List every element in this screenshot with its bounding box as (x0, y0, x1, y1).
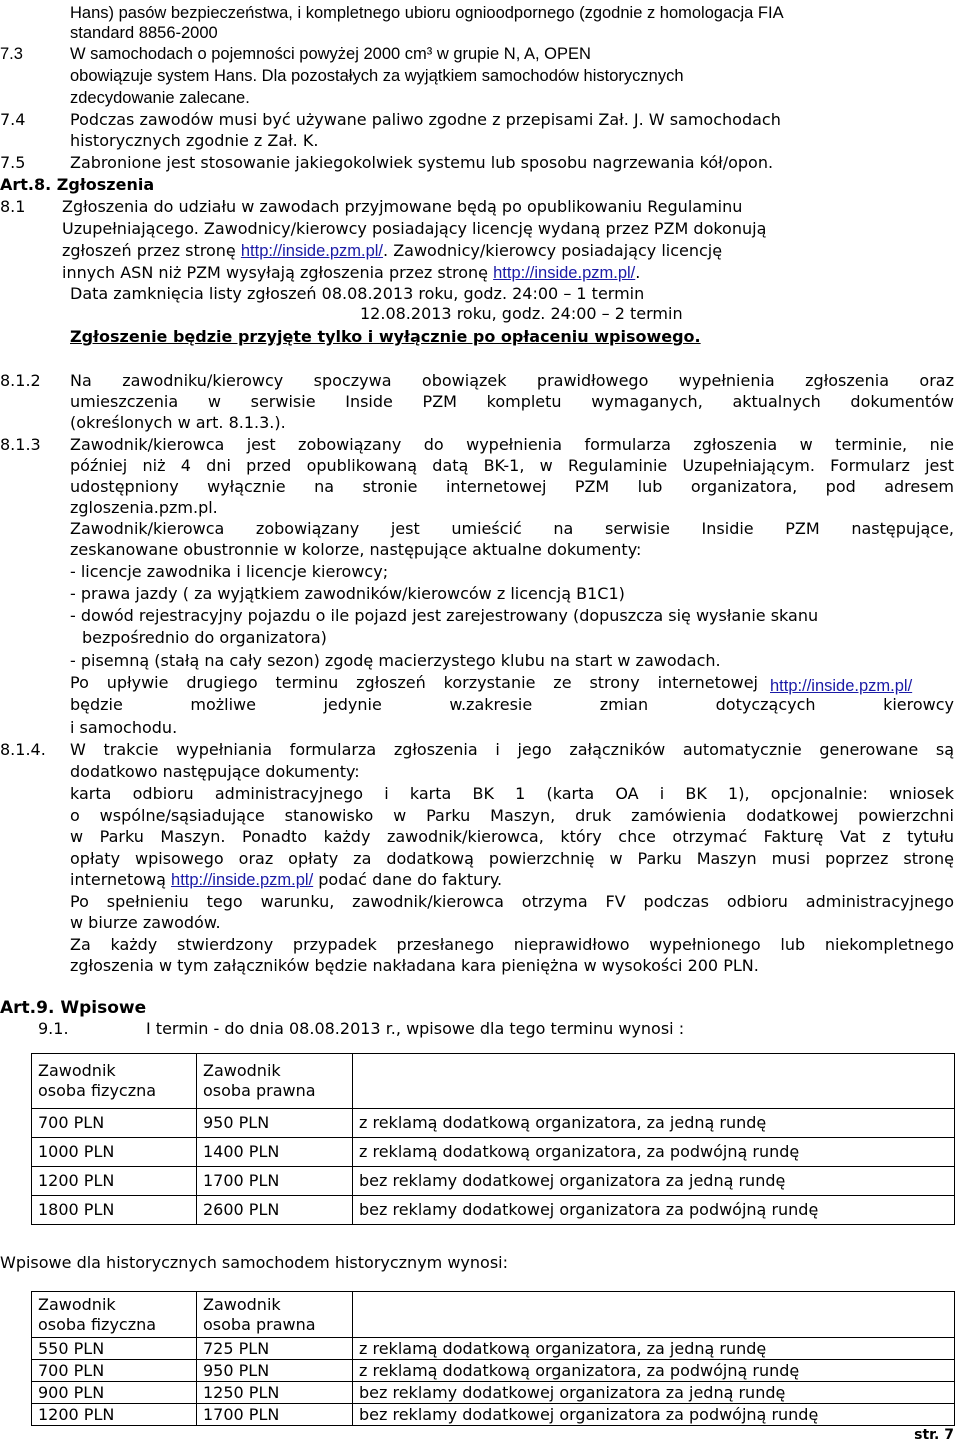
text-line: Podczas zawodów musi być używane paliwo zgodne z przepisami Zał. J. W samochodach (70, 110, 781, 129)
text-fragment: innych ASN niż PZM wysyłają zgłoszenia przez stronę (62, 263, 494, 282)
table-cell: bez reklamy dodatkowej organizatora za jedną rundę (353, 1167, 955, 1196)
section-heading: Art.9. Wpisowe (0, 998, 147, 1018)
table-cell: z reklamą dodatkową organizatora, za jedną rundę (353, 1109, 955, 1138)
text-fragment: . (635, 263, 641, 282)
header-label: Zawodnik (38, 1294, 116, 1314)
list-item: - pisemną (stałą na cały sezon) zgodę macierzystego klubu na start w zawodach. (70, 651, 721, 670)
header-label: Zawodnik (203, 1061, 281, 1080)
header-label: osoba prawna (203, 1081, 316, 1100)
text-line: później niż 4 dni przed opublikowaną datą BK-1, w Regulaminie Uzupełniającym. Formularz jest (70, 456, 954, 475)
list-item: - dowód rejestracyjny pojazdu o ile pojazd jest zarejestrowany (dopuszcza się wysłanie skanu (70, 606, 819, 625)
table-cell: bez reklamy dodatkowej organizatora za jedną rundę (353, 1382, 955, 1404)
fee-table-historic (31, 1291, 955, 1426)
text-line: (określonych w art. 8.1.3.). (70, 413, 286, 432)
table-cell: 2600 PLN (197, 1196, 353, 1225)
text-line: umieszczenia w serwisie Inside PZM kompletu wymaganych, aktualnych dokumentów (70, 392, 954, 411)
header-cell-company (197, 1292, 353, 1338)
text-line: w Parku Maszyn. Ponadto każdy zawodnik/kierowca, który chce otrzymać Fakturę Vat z tytułu (70, 827, 954, 846)
text-line (62, 219, 766, 239)
header-label: Zawodnik (38, 1061, 116, 1080)
list-item: - prawa jazdy ( za wyjątkiem zawodników/kierowców z licencją B1C1) (70, 584, 625, 603)
text-fragment: internetową (70, 870, 172, 889)
page-number: str. 7 (914, 1427, 954, 1443)
clause-number: 7.4 (0, 110, 26, 129)
text-line: zgloszenia.pzm.pl. (70, 498, 218, 517)
inside-pzm-link[interactable]: http://inside.pzm.pl/ (171, 871, 314, 889)
table-cell: 1000 PLN (32, 1138, 197, 1167)
section-heading: Art.8. Zgłoszenia (0, 175, 155, 194)
header-cell-person (32, 1054, 197, 1109)
text-line: bezpośrednio do organizatora) (82, 628, 327, 647)
table-row (32, 1338, 955, 1360)
clause-number: 8.1 (0, 197, 26, 216)
text-fragment: podać dane do faktury. (313, 870, 503, 889)
header-cell-company (197, 1054, 353, 1109)
table-cell: 550 PLN (32, 1338, 197, 1360)
header-label: Zawodnik (203, 1294, 281, 1314)
clause-number: 8.1.2 (0, 371, 41, 390)
payment-notice: Zgłoszenie będzie przyjęte tylko i wyłącznie po opłaceniu wpisowego. (70, 327, 701, 346)
table-cell: 1700 PLN (197, 1404, 353, 1426)
header-label: osoba prawna (203, 1314, 316, 1334)
table-cell: z reklamą dodatkową organizatora, za podwójną rundę (353, 1360, 955, 1382)
table-cell: 1800 PLN (32, 1196, 197, 1225)
text-line: W samochodach o pojemności powyżej 2000 cm³ w grupie N, A, OPEN (70, 45, 591, 63)
text-line: i samochodu. (70, 718, 178, 737)
table-cell: 1400 PLN (197, 1138, 353, 1167)
text-fragment: zgłoszeń przez stronę (62, 241, 241, 260)
header-cell-empty (353, 1292, 955, 1338)
table-cell: 700 PLN (32, 1360, 197, 1382)
text-line: w biurze zawodów. (70, 913, 221, 932)
text-line: o wspólne/sąsiadujące stanowisko w Parku Maszyn, druk zamówienia dodatkowej powierzchni (70, 806, 954, 825)
table-cell: 700 PLN (32, 1109, 197, 1138)
text-line: Wpisowe dla historycznych samochodem historycznym wynosi: (0, 1253, 508, 1272)
inside-pzm-link[interactable]: http://inside.pzm.pl/ (240, 242, 384, 260)
table-cell: bez reklamy dodatkowej organizatora za podwójną rundę (353, 1196, 955, 1225)
table-row (32, 1360, 955, 1382)
clause-number: 7.3 (0, 45, 23, 63)
clause-number: 9.1. (38, 1019, 69, 1038)
text-line: karta odbioru administracyjnego i karta BK 1 (karta OA i BK 1), opcjonalnie: wniosek (70, 784, 954, 803)
text-line: Hans) pasów bezpieczeństwa, i kompletnego ubioru ognioodpornego (zgodnie z homologacja FIA (70, 4, 784, 22)
text-line: Zgłoszenia do udziału w zawodach przyjmowane będą po opublikowaniu Regulaminu (62, 197, 743, 216)
text-line: historycznych zgodnie z Zał. K. (70, 131, 319, 150)
table-header-row (32, 1292, 955, 1338)
header-label: osoba fizyczna (38, 1314, 157, 1334)
text-line (62, 241, 722, 261)
fee-table-standard (31, 1053, 955, 1225)
table-cell: 1700 PLN (197, 1167, 353, 1196)
clause-number: 7.5 (0, 153, 26, 172)
table-cell: 1250 PLN (197, 1382, 353, 1404)
text-line (70, 870, 502, 890)
table-row (32, 1196, 955, 1225)
inside-pzm-link[interactable]: http://inside.pzm.pl/ (770, 677, 913, 695)
text-line: Na zawodniku/kierowcy spoczywa obowiązek prawidłowego wypełnienia zgłoszenia oraz (70, 371, 954, 390)
inside-pzm-link[interactable]: http://inside.pzm.pl/ (493, 264, 636, 282)
text-line: Za każdy stwierdzony przypadek przesłanego nieprawidłowo wypełnionego lub niekompletnego (70, 935, 954, 954)
table-header-row (32, 1054, 955, 1109)
closing-date-second: 12.08.2013 roku, godz. 24:00 – 2 termin (360, 304, 683, 323)
text-line: Zabronione jest stosowanie jakiegokolwiek systemu lub sposobu nagrzewania kół/opon. (70, 153, 774, 172)
text-line: standard 8856-2000 (70, 24, 218, 42)
table-cell: 950 PLN (197, 1360, 353, 1382)
table-cell: bez reklamy dodatkowej organizatora za podwójną rundę (353, 1404, 955, 1426)
text-line: opłaty wpisowego oraz opłaty za dodatkową powierzchnię w Parku Maszyn musi poprzez stronę (70, 849, 954, 868)
text-line: I termin - do dnia 08.08.2013 r., wpisowe dla tego terminu wynosi : (146, 1019, 685, 1038)
table-row (32, 1167, 955, 1196)
text-line: obowiązuje system Hans. Dla pozostałych za wyjątkiem samochodów historycznych (70, 67, 684, 85)
text-line: Po spełnieniu tego warunku, zawodnik/kierowca otrzyma FV podczas odbioru administracyjnego (70, 892, 954, 911)
clause-number: 8.1.4. (0, 740, 46, 759)
text-line: zeskanowane obustronnie w kolorze, następujące aktualne dokumenty: (70, 540, 642, 559)
text-line: zgłoszenia w tym załączników będzie nakładana kara pieniężna w wysokości 200 PLN. (70, 956, 759, 975)
header-cell-person (32, 1292, 197, 1338)
table-row (32, 1382, 955, 1404)
table-cell: 1200 PLN (32, 1167, 197, 1196)
table-row (32, 1138, 955, 1167)
text-fragment: . Zawodnicy/kierowcy posiadający licencję (383, 241, 723, 260)
text-line: W trakcie wypełniania formularza zgłoszenia i jego załączników automatycznie generowane są (70, 740, 954, 759)
table-row (32, 1109, 955, 1138)
clause-number: 8.1.3 (0, 435, 41, 454)
text-line: udostępniony wyłącznie na stronie internetowej PZM lub organizatora, pod adresem (70, 477, 954, 496)
list-item: - licencje zawodnika i licencje kierowcy; (70, 562, 389, 581)
text-line (62, 263, 640, 283)
table-cell: z reklamą dodatkową organizatora, za jedną rundę (353, 1338, 955, 1360)
table-cell: 1200 PLN (32, 1404, 197, 1426)
header-label: osoba fizyczna (38, 1081, 157, 1100)
text-line: Po upływie drugiego terminu zgłoszeń korzystanie ze strony internetowej (70, 673, 758, 692)
table-cell: 900 PLN (32, 1382, 197, 1404)
text-line: zdecydowanie zalecane. (70, 89, 250, 107)
table-cell: 950 PLN (197, 1109, 353, 1138)
text-line: będzie możliwe jedynie w.zakresie zmian dotyczących kierowcy (70, 695, 954, 714)
header-cell-empty (353, 1054, 955, 1109)
text-fragment: Uzupełniającego. (62, 219, 199, 238)
table-cell: 725 PLN (197, 1338, 353, 1360)
text-fragment: Zawodnicy/kierowcy posiadający licencję wydaną przez PZM dokonują (198, 219, 767, 238)
table-cell: z reklamą dodatkową organizatora, za podwójną rundę (353, 1138, 955, 1167)
text-line: Zawodnik/kierowca jest zobowiązany do wypełnienia formularza zgłoszenia w terminie, nie (70, 435, 954, 454)
closing-date-first: Data zamknięcia listy zgłoszeń 08.08.2013 roku, godz. 24:00 – 1 termin (70, 284, 645, 303)
text-line: Zawodnik/kierowca zobowiązany jest umieścić na serwisie Insidie PZM następujące, (70, 519, 954, 538)
text-line: dodatkowo następujące dokumenty: (70, 762, 360, 781)
table-row (32, 1404, 955, 1426)
